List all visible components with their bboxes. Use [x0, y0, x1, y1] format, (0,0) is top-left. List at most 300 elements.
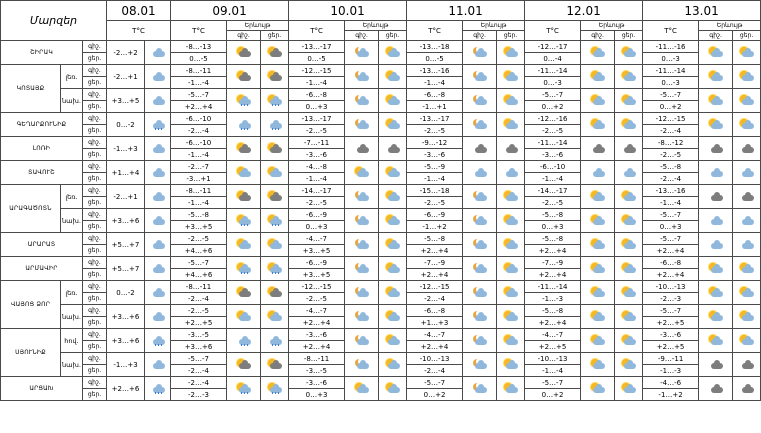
period-label: ցեր. [83, 101, 107, 113]
weather-cell [699, 233, 733, 257]
sun-cloud-icon [354, 167, 370, 178]
temp-cell: 0…+3 [289, 221, 345, 233]
weather-cell [733, 161, 761, 185]
sun-cloud-icon [739, 335, 755, 346]
temp-cell: 0…-3 [643, 77, 699, 89]
sun-cloud-icon [236, 167, 252, 178]
temp-cell: +3…+6 [171, 341, 227, 353]
temp-cell: -2…-3 [643, 293, 699, 305]
table-row [1, 65, 761, 77]
temp-cell: -1…+3 [107, 353, 145, 377]
temp-cell: -3…-6 [289, 149, 345, 161]
subregion-name: հով. [61, 329, 83, 353]
temp-cell: +2…+4 [643, 269, 699, 281]
sun-cloud-icon [590, 95, 606, 106]
moon-cloud-icon [354, 95, 370, 106]
region-name: ԼՈՌԻ [1, 137, 83, 161]
temp-cell: +3…+5 [289, 245, 345, 257]
temp-cell: -1…-4 [407, 77, 463, 89]
sun-cloud-icon [739, 119, 755, 130]
temp-cell: -2…-4 [407, 365, 463, 377]
cloud-icon [150, 359, 166, 370]
moon-cloud-icon [472, 359, 488, 370]
region-name: ՎԱՅՈՑ ՁՈՐ [1, 281, 61, 329]
weather-cell [227, 377, 261, 401]
temp-cell: -1…-4 [525, 173, 581, 185]
weather-cell [581, 377, 615, 401]
cloud-icon [150, 311, 166, 322]
sun-cloud-icon [739, 287, 755, 298]
period-label: գիշ. [83, 41, 107, 53]
temp-cell: -5…-7 [171, 257, 227, 269]
temp-cell: -11…-14 [525, 65, 581, 77]
temp-cell: -11…-16 [643, 41, 699, 53]
temp-cell: -13…-17 [289, 41, 345, 53]
weather-cell [345, 281, 379, 305]
weather-cell [581, 353, 615, 377]
weather-cell [733, 209, 761, 233]
period-label: ցեր. [83, 125, 107, 137]
temp-cell: -2…-4 [171, 125, 227, 137]
weather-cell [497, 377, 525, 401]
temp-cell: -7…-9 [525, 257, 581, 269]
weather-cell [699, 329, 733, 353]
sun-cloud-icon [590, 335, 606, 346]
cloud-dark-icon [708, 383, 724, 394]
temp-cell: +2…+4 [289, 341, 345, 353]
table-row [1, 41, 761, 53]
temp-cell: -11…-14 [643, 65, 699, 77]
subregion-name: նախ. [61, 209, 83, 233]
temp-cell: -5…-7 [171, 89, 227, 101]
weather-cell [379, 113, 407, 137]
night-header: գիշ. [345, 31, 379, 41]
temp-cell: -13…-18 [407, 41, 463, 53]
sun-cloud-icon [621, 191, 637, 202]
weather-cell [261, 89, 289, 113]
period-label: ցեր. [83, 293, 107, 305]
weather-cell [615, 41, 643, 65]
temp-cell: 0…-3 [643, 53, 699, 65]
table-row [1, 113, 761, 125]
cloud-icon [150, 95, 166, 106]
table-row [1, 161, 761, 173]
period-label: ցեր. [83, 365, 107, 377]
temp-cell: -2…+1 [107, 65, 145, 89]
night-header: գիշ. [581, 31, 615, 41]
weather-cell [581, 305, 615, 329]
temp-cell: -7…-9 [407, 257, 463, 269]
weather-cell [581, 209, 615, 233]
cloud-icon [150, 239, 166, 250]
sun-cloud-icon [708, 95, 724, 106]
temp-cell: -1…-4 [289, 77, 345, 89]
weather-cell [145, 257, 171, 281]
temp-cell: -13…-17 [289, 113, 345, 125]
sun-cloud-icon [621, 311, 637, 322]
temp-cell: -2…-5 [289, 293, 345, 305]
period-label: ցեր. [83, 389, 107, 401]
subregion-name: լեռ. [61, 65, 83, 89]
temp-cell: -10…-13 [407, 353, 463, 365]
cloud-dark-icon [739, 191, 755, 202]
sun-cloud-dark-icon [236, 287, 252, 298]
phenomenon-header: Երևույթ [345, 21, 407, 31]
sun-cloud-icon [590, 191, 606, 202]
temp-cell: +3…+6 [107, 329, 145, 353]
region-name: ՇԻՐԱԿ [1, 41, 83, 65]
sun-cloud-rain-icon [236, 383, 252, 394]
temp-cell: -1…-4 [289, 173, 345, 185]
weather-cell [581, 89, 615, 113]
temp-cell: -5…-9 [407, 161, 463, 173]
sun-cloud-icon [385, 359, 401, 370]
temp-cell: -3…-5 [171, 329, 227, 341]
weather-cell [615, 281, 643, 305]
table-row [1, 353, 761, 365]
temp-cell: -2…-5 [171, 305, 227, 317]
weather-cell [699, 137, 733, 161]
period-label: գիշ. [83, 89, 107, 101]
cloud-rain-icon [150, 383, 166, 394]
period-label: ցեր. [83, 245, 107, 257]
moon-cloud-icon [472, 311, 488, 322]
temp-cell: -6…-8 [643, 257, 699, 269]
weather-cell [345, 41, 379, 65]
weather-cell [699, 353, 733, 377]
sun-cloud-dark-icon [236, 191, 252, 202]
cloud-icon [150, 287, 166, 298]
temp-cell: -6…-10 [525, 161, 581, 173]
sun-cloud-rain-icon [267, 263, 283, 274]
subregion-name: նախ. [61, 353, 83, 377]
cloud-icon [503, 167, 519, 178]
subregion-name: լեռ. [61, 185, 83, 209]
weather-cell [227, 281, 261, 305]
weather-cell [227, 65, 261, 89]
region-name: ՏԱՎՈՒՇ [1, 161, 83, 185]
temp-cell: 0…-4 [525, 53, 581, 65]
weather-cell [733, 257, 761, 281]
weather-cell [227, 137, 261, 161]
weather-cell [733, 233, 761, 257]
temp-cell: -12…-15 [289, 65, 345, 77]
temp-cell: 0…+3 [289, 389, 345, 401]
sun-cloud-icon [385, 215, 401, 226]
weather-cell [463, 41, 497, 65]
weather-cell [227, 233, 261, 257]
cloud-dark-icon [621, 143, 637, 154]
temp-cell: -2…+1 [107, 185, 145, 209]
temp-cell: -4…-7 [289, 305, 345, 317]
weather-cell [615, 209, 643, 233]
date-header: 11.01 [407, 1, 525, 21]
sun-cloud-icon [590, 47, 606, 58]
temp-cell: 0…-2 [107, 113, 145, 137]
temp-cell: -6…-9 [289, 209, 345, 221]
date-header: 08.01 [107, 1, 171, 21]
table-row [1, 185, 761, 197]
cloud-dark-icon [739, 143, 755, 154]
night-header: գիշ. [699, 31, 733, 41]
sun-cloud-icon [590, 71, 606, 82]
weather-cell [379, 281, 407, 305]
temp-cell: -1…-3 [525, 293, 581, 305]
temp-cell: -3…+1 [171, 173, 227, 185]
cloud-dark-icon [472, 143, 488, 154]
weather-cell [699, 305, 733, 329]
subregion-name: նախ. [61, 305, 83, 329]
moon-cloud-icon [354, 71, 370, 82]
sun-cloud-icon [621, 335, 637, 346]
period-label: ցեր. [83, 341, 107, 353]
temp-cell: -1…-3 [643, 365, 699, 377]
table-row [1, 329, 761, 341]
weather-cell [345, 209, 379, 233]
temp-cell: -2…-5 [407, 125, 463, 137]
sun-cloud-icon [385, 119, 401, 130]
temp-cell: -1…+1 [407, 101, 463, 113]
period-label: գիշ. [83, 257, 107, 269]
weather-cell [227, 257, 261, 281]
weather-cell [615, 65, 643, 89]
sun-cloud-icon [621, 71, 637, 82]
sun-cloud-icon [621, 47, 637, 58]
weather-cell [497, 353, 525, 377]
weather-cell [261, 209, 289, 233]
temp-cell: +2…+5 [643, 317, 699, 329]
weather-cell [497, 161, 525, 185]
date-header: 10.01 [289, 1, 407, 21]
temp-cell: +3…+6 [107, 209, 145, 233]
sun-cloud-icon [590, 263, 606, 274]
weather-cell [345, 329, 379, 353]
moon-cloud-icon [354, 239, 370, 250]
sun-cloud-icon [267, 167, 283, 178]
weather-cell [581, 113, 615, 137]
sun-cloud-icon [590, 215, 606, 226]
cloud-dark-icon [590, 143, 606, 154]
temp-unit-header: T°C [407, 21, 463, 41]
weather-cell [379, 257, 407, 281]
weather-cell [261, 185, 289, 209]
weather-cell [699, 41, 733, 65]
temp-cell: -1…-4 [171, 77, 227, 89]
region-name: ԱՐՑԱԽ [1, 377, 83, 401]
temp-cell: -5…-8 [643, 161, 699, 173]
table-row [1, 377, 761, 389]
sun-cloud-icon [354, 383, 370, 394]
sun-cloud-icon [621, 383, 637, 394]
temp-cell: -2…-5 [407, 197, 463, 209]
region-name: ԱՐԱԳԱԾՈՏՆ [1, 185, 61, 233]
temp-cell: -2…-7 [171, 161, 227, 173]
period-label: գիշ. [83, 185, 107, 197]
weather-cell [497, 113, 525, 137]
sun-cloud-dark-icon [267, 71, 283, 82]
moon-cloud-icon [354, 287, 370, 298]
weather-cell [699, 113, 733, 137]
weather-cell [733, 305, 761, 329]
period-label: գիշ. [83, 233, 107, 245]
weather-cell [581, 41, 615, 65]
period-label: ցեր. [83, 269, 107, 281]
weather-cell [227, 185, 261, 209]
temp-cell: +1…+4 [107, 161, 145, 185]
temp-cell: -2…-5 [525, 197, 581, 209]
weather-cell [227, 209, 261, 233]
day-header: ցեր. [261, 31, 289, 41]
temp-cell: -13…-16 [643, 185, 699, 197]
sun-cloud-icon [385, 191, 401, 202]
temp-cell: 0…-3 [525, 77, 581, 89]
sun-cloud-icon [503, 119, 519, 130]
temp-cell: +3…+5 [107, 89, 145, 113]
weather-cell [145, 377, 171, 401]
temp-cell: -2…-5 [643, 149, 699, 161]
weather-cell [379, 161, 407, 185]
moon-cloud-icon [354, 191, 370, 202]
temp-unit-header: T°C [525, 21, 581, 41]
temp-cell: -2…-4 [171, 377, 227, 389]
weather-cell [345, 185, 379, 209]
sun-cloud-rain-icon [236, 215, 252, 226]
weather-cell [497, 305, 525, 329]
cloud-rain-icon [236, 119, 252, 130]
weather-cell [581, 65, 615, 89]
region-name: ԱՐԱՐԱՏ [1, 233, 83, 257]
weather-cell [615, 89, 643, 113]
sun-cloud-icon [739, 47, 755, 58]
temp-cell: -6…-10 [171, 113, 227, 125]
temp-unit-header: T°C [171, 21, 227, 41]
period-label: ցեր. [83, 173, 107, 185]
sun-cloud-icon [621, 263, 637, 274]
weather-cell [463, 233, 497, 257]
weather-cell [497, 89, 525, 113]
sun-cloud-icon [503, 359, 519, 370]
weather-cell [733, 113, 761, 137]
sun-cloud-icon [503, 95, 519, 106]
subregion-name: նախ. [61, 89, 83, 113]
weather-cell [379, 353, 407, 377]
moon-cloud-icon [472, 47, 488, 58]
weather-cell [345, 65, 379, 89]
temp-cell: -13…-16 [407, 65, 463, 77]
period-label: ցեր. [83, 221, 107, 233]
sun-cloud-icon [267, 239, 283, 250]
cloud-dark-icon [385, 143, 401, 154]
temp-cell: -2…-4 [171, 293, 227, 305]
weather-cell [463, 89, 497, 113]
weather-cell [463, 329, 497, 353]
period-label: ցեր. [83, 77, 107, 89]
day-header: ցեր. [733, 31, 761, 41]
weather-cell [733, 353, 761, 377]
weather-cell [145, 353, 171, 377]
temp-unit-header: T°C [107, 21, 171, 41]
weather-cell [463, 209, 497, 233]
weather-cell [379, 233, 407, 257]
cloud-rain-icon [150, 335, 166, 346]
region-name: ԿՈՏԱՅՔ [1, 65, 61, 113]
temp-cell: -4…-7 [407, 329, 463, 341]
temp-cell: 0…-5 [407, 53, 463, 65]
weather-cell [261, 233, 289, 257]
sun-cloud-dark-icon [267, 359, 283, 370]
weather-cell [145, 305, 171, 329]
day-header: ցեր. [497, 31, 525, 41]
weather-cell [497, 257, 525, 281]
period-label: գիշ. [83, 113, 107, 125]
temp-cell: -5…-8 [525, 209, 581, 221]
temp-cell: -1…-4 [407, 173, 463, 185]
temp-cell: -11…-14 [525, 137, 581, 149]
temp-cell: -3…-6 [643, 329, 699, 341]
weather-cell [581, 137, 615, 161]
weather-cell [463, 185, 497, 209]
temp-cell: 0…+2 [407, 389, 463, 401]
sun-cloud-dark-icon [267, 47, 283, 58]
weather-cell [615, 233, 643, 257]
temp-cell: -5…-8 [407, 233, 463, 245]
weather-cell [497, 281, 525, 305]
temp-cell: -2…-5 [525, 125, 581, 137]
period-label: գիշ. [83, 137, 107, 149]
temp-cell: 0…+3 [289, 101, 345, 113]
moon-cloud-icon [354, 47, 370, 58]
temp-cell: -5…-7 [525, 377, 581, 389]
cloud-dark-icon [708, 143, 724, 154]
sun-cloud-icon [708, 71, 724, 82]
phenomenon-header: Երևույթ [581, 21, 643, 31]
temp-cell: +5…+7 [107, 257, 145, 281]
cloud-icon [708, 239, 724, 250]
weather-cell [699, 209, 733, 233]
cloud-icon [150, 263, 166, 274]
sun-cloud-icon [385, 383, 401, 394]
temp-cell: -12…-16 [525, 113, 581, 125]
weather-cell [615, 113, 643, 137]
temp-cell: -5…-7 [407, 377, 463, 389]
weather-cell [345, 137, 379, 161]
moon-cloud-icon [472, 71, 488, 82]
temp-cell: -3…-6 [407, 149, 463, 161]
temp-cell: +5…+7 [107, 233, 145, 257]
temp-cell: -12…-15 [407, 281, 463, 293]
weather-cell [699, 257, 733, 281]
weather-cell [699, 65, 733, 89]
cloud-dark-icon [708, 359, 724, 370]
region-name: ԳԵՂԱՐՔՈՒՆԻՔ [1, 113, 83, 137]
sun-cloud-icon [236, 311, 252, 322]
temp-cell: +2…+4 [525, 269, 581, 281]
weather-cell [733, 281, 761, 305]
temp-cell: -1…+2 [407, 221, 463, 233]
weather-cell [733, 89, 761, 113]
weather-cell [733, 377, 761, 401]
moon-cloud-icon [472, 95, 488, 106]
temp-cell: -5…-7 [171, 353, 227, 365]
weather-cell [615, 305, 643, 329]
weather-cell [261, 41, 289, 65]
sun-cloud-dark-icon [267, 287, 283, 298]
temp-cell: -5…-7 [643, 233, 699, 245]
night-header: գիշ. [227, 31, 261, 41]
weather-cell [345, 233, 379, 257]
sun-cloud-icon [621, 215, 637, 226]
weather-cell [227, 89, 261, 113]
